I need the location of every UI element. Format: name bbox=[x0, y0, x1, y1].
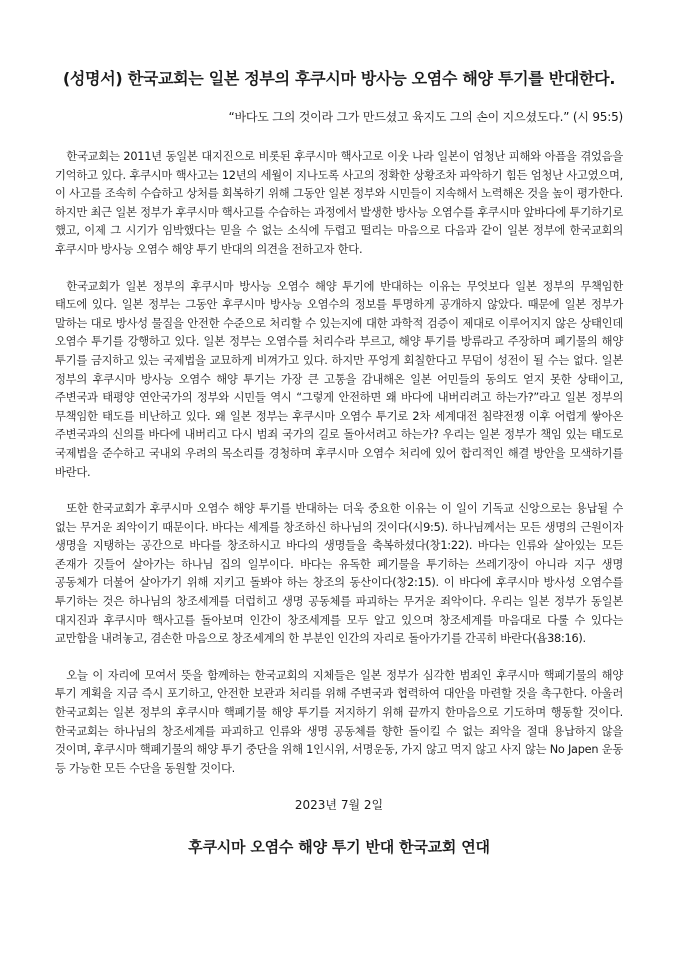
statement-signature: 후쿠시마 오염수 해양 투기 반대 한국교회 연대 bbox=[188, 838, 490, 857]
paragraph-intro: 한국교회는 2011년 동일본 대지진으로 비롯된 후쿠시마 핵사고로 이웃 나라 일본이 엄청난 피해와 아픔을 겪었음을 기억하고 있다. 후쿠시마 핵사고는 12년의 세월이 지나도록 사고의 정확한 상황조차 파악하기 힘든 엄청난 사고였으며, 이 사고를 조속히 수습하고 상처를 회복하기 위해 그동안 일본 정부와 시민들이 지속해서 노력해온 것을 높이 평가한다. 하지만 최근 일본 정부가 후쿠시마 핵사고를 수습하는 과정에서 발생한 방사능 오염수를 후쿠시마 앞바다에 투기하기로 했고, 이제 그 시기가 임박했다는 믿을 수 없는 소식에 두렵고 떨리는 마음으로 다음과 같이 일본 정부에 한국교회의 후쿠시마 방사능 오염수 해양 투기 반대의 의견을 전하고자 한다. bbox=[55, 150, 623, 256]
paragraph-faith-reason: 또한 한국교회가 후쿠시마 오염수 해양 투기를 반대하는 더욱 중요한 이유는 이 일이 기독교 신앙으로는 용납될 수 없는 무거운 죄악이기 때문이다. 바다는 세계를 창조하신 하나님의 것이다(시9:5). 하나님께서는 모든 생명의 근원이자 생명을 지탱하는 공간으로 바다를 창조하시고 바다의 생명들을 축복하셨다(창1:22). 바다는 인류와 살아있는 모든 존재가 깃들어 살아가는 하나님 집의 일부이다. 바다는 유독한 폐기물을 투기하는 쓰레기장이 아니라 지구 생명 공동체가 더불어 살아가기 위해 지키고 돌봐야 하는 창조의 동산이다(창2:15). 이 바다에 후쿠시마 방사성 오염수를 투기하는 것은 하나님의 창조세계를 더럽히고 생명 공동체를 파괴하는 무거운 죄악이다. 우리는 일본 정부가 동일본 대지진과 후쿠시마 핵사고를 돌아보며 인간이 창조세계를 모두 알고 있으며 창조세계를 마음대로 다룰 수 있다는 교만함을 내려놓고, 겸손한 마음으로 창조세계의 한 부분인 인간의 자리로 돌아가기를 간곡히 바란다(욥38:16). bbox=[55, 502, 623, 646]
statement-date: 2023년 7월 2일 bbox=[294, 798, 384, 813]
paragraph-call-to-action: 오늘 이 자리에 모여서 뜻을 함께하는 한국교회의 지체들은 일본 정부가 심각한 범죄인 후쿠시마 핵폐기물의 해양 투기 계획을 지금 즉시 포기하고, 안전한 보관과 처리를 위해 주변국과 협력하여 대안을 마련할 것을 촉구한다. 아울러 한국교회는 일본 정부의 후쿠시마 핵폐기물 해양 투기를 저지하기 위해 끝까지 한마음으로 기도하며 행동할 것이다. 한국교회는 하나님의 창조세계를 파괴하고 인류와 생명 공동체를 향한 돌이킬 수 없는 죄악을 절대 용납하지 않을 것이며, 후쿠시마 핵폐기물의 해양 투기 중단을 위해 1인시위, 서명운동, 가지 않고 먹지 않고 사지 않는 No Japen 운동 등 가능한 모든 수단을 동원할 것이다. bbox=[55, 668, 623, 775]
statement-body bbox=[55, 148, 623, 778]
paragraph-government-responsibility: 한국교회가 일본 정부의 후쿠시마 방사능 오염수 해양 투기에 반대하는 이유는 무엇보다 일본 정부의 무책임한 태도에 있다. 일본 정부는 그동안 후쿠시마 방사능 오염수의 정보를 투명하게 공개하지 않았다. 때문에 일본 정부가 말하는 대로 방사성 물질을 안전한 수준으로 처리할 수 있는지에 대한 과학적 검증이 제대로 이루어지지 않은 상태인데 오염수 투기를 강행하고 있다. 일본 정부는 오염수를 처리수라 부르고, 해양 투기를 방류라고 주장하며 폐기물의 해양 투기를 금지하고 있는 국제법을 교묘하게 비껴가고 있다. 하지만 푸엉게 회칠한다고 무덤이 성전이 될 수는 없다. 일본 정부의 후쿠시마 방사능 오염수 해양 투기는 가장 큰 고통을 감내해온 일본 어민들의 동의도 얻지 못한 상태이고, 주변국과 태평양 연안국가의 정부와 시민들 역시 “그렇게 안전하면 왜 바다에 내버리려고 하는가?”라고 일본 정부의 무책임한 태도를 비난하고 있다. 왜 일본 정부는 후쿠시마 오염수 투기로 2차 세계대전 침략전쟁 이후 어렵게 쌓아온 주변국과의 신의를 바다에 내버리고 다시 범죄 국가의 길로 돌아서려고 하는가? 우리는 일본 정부가 책임 있는 태도로 국제법을 준수하고 국내외 우려의 목소리를 경청하며 후쿠시마 오염수 처리에 있어 합리적인 해결 방안을 모색하기를 바란다. bbox=[55, 279, 623, 479]
scripture-epigraph: “바다도 그의 것이라 그가 만드셨고 육지도 그의 손이 지으셨도다.” (시 95:5) bbox=[228, 110, 623, 124]
statement-title: (성명서) 한국교회는 일본 정부의 후쿠시마 방사능 오염수 해양 투기를 반대한다. bbox=[62, 69, 616, 88]
